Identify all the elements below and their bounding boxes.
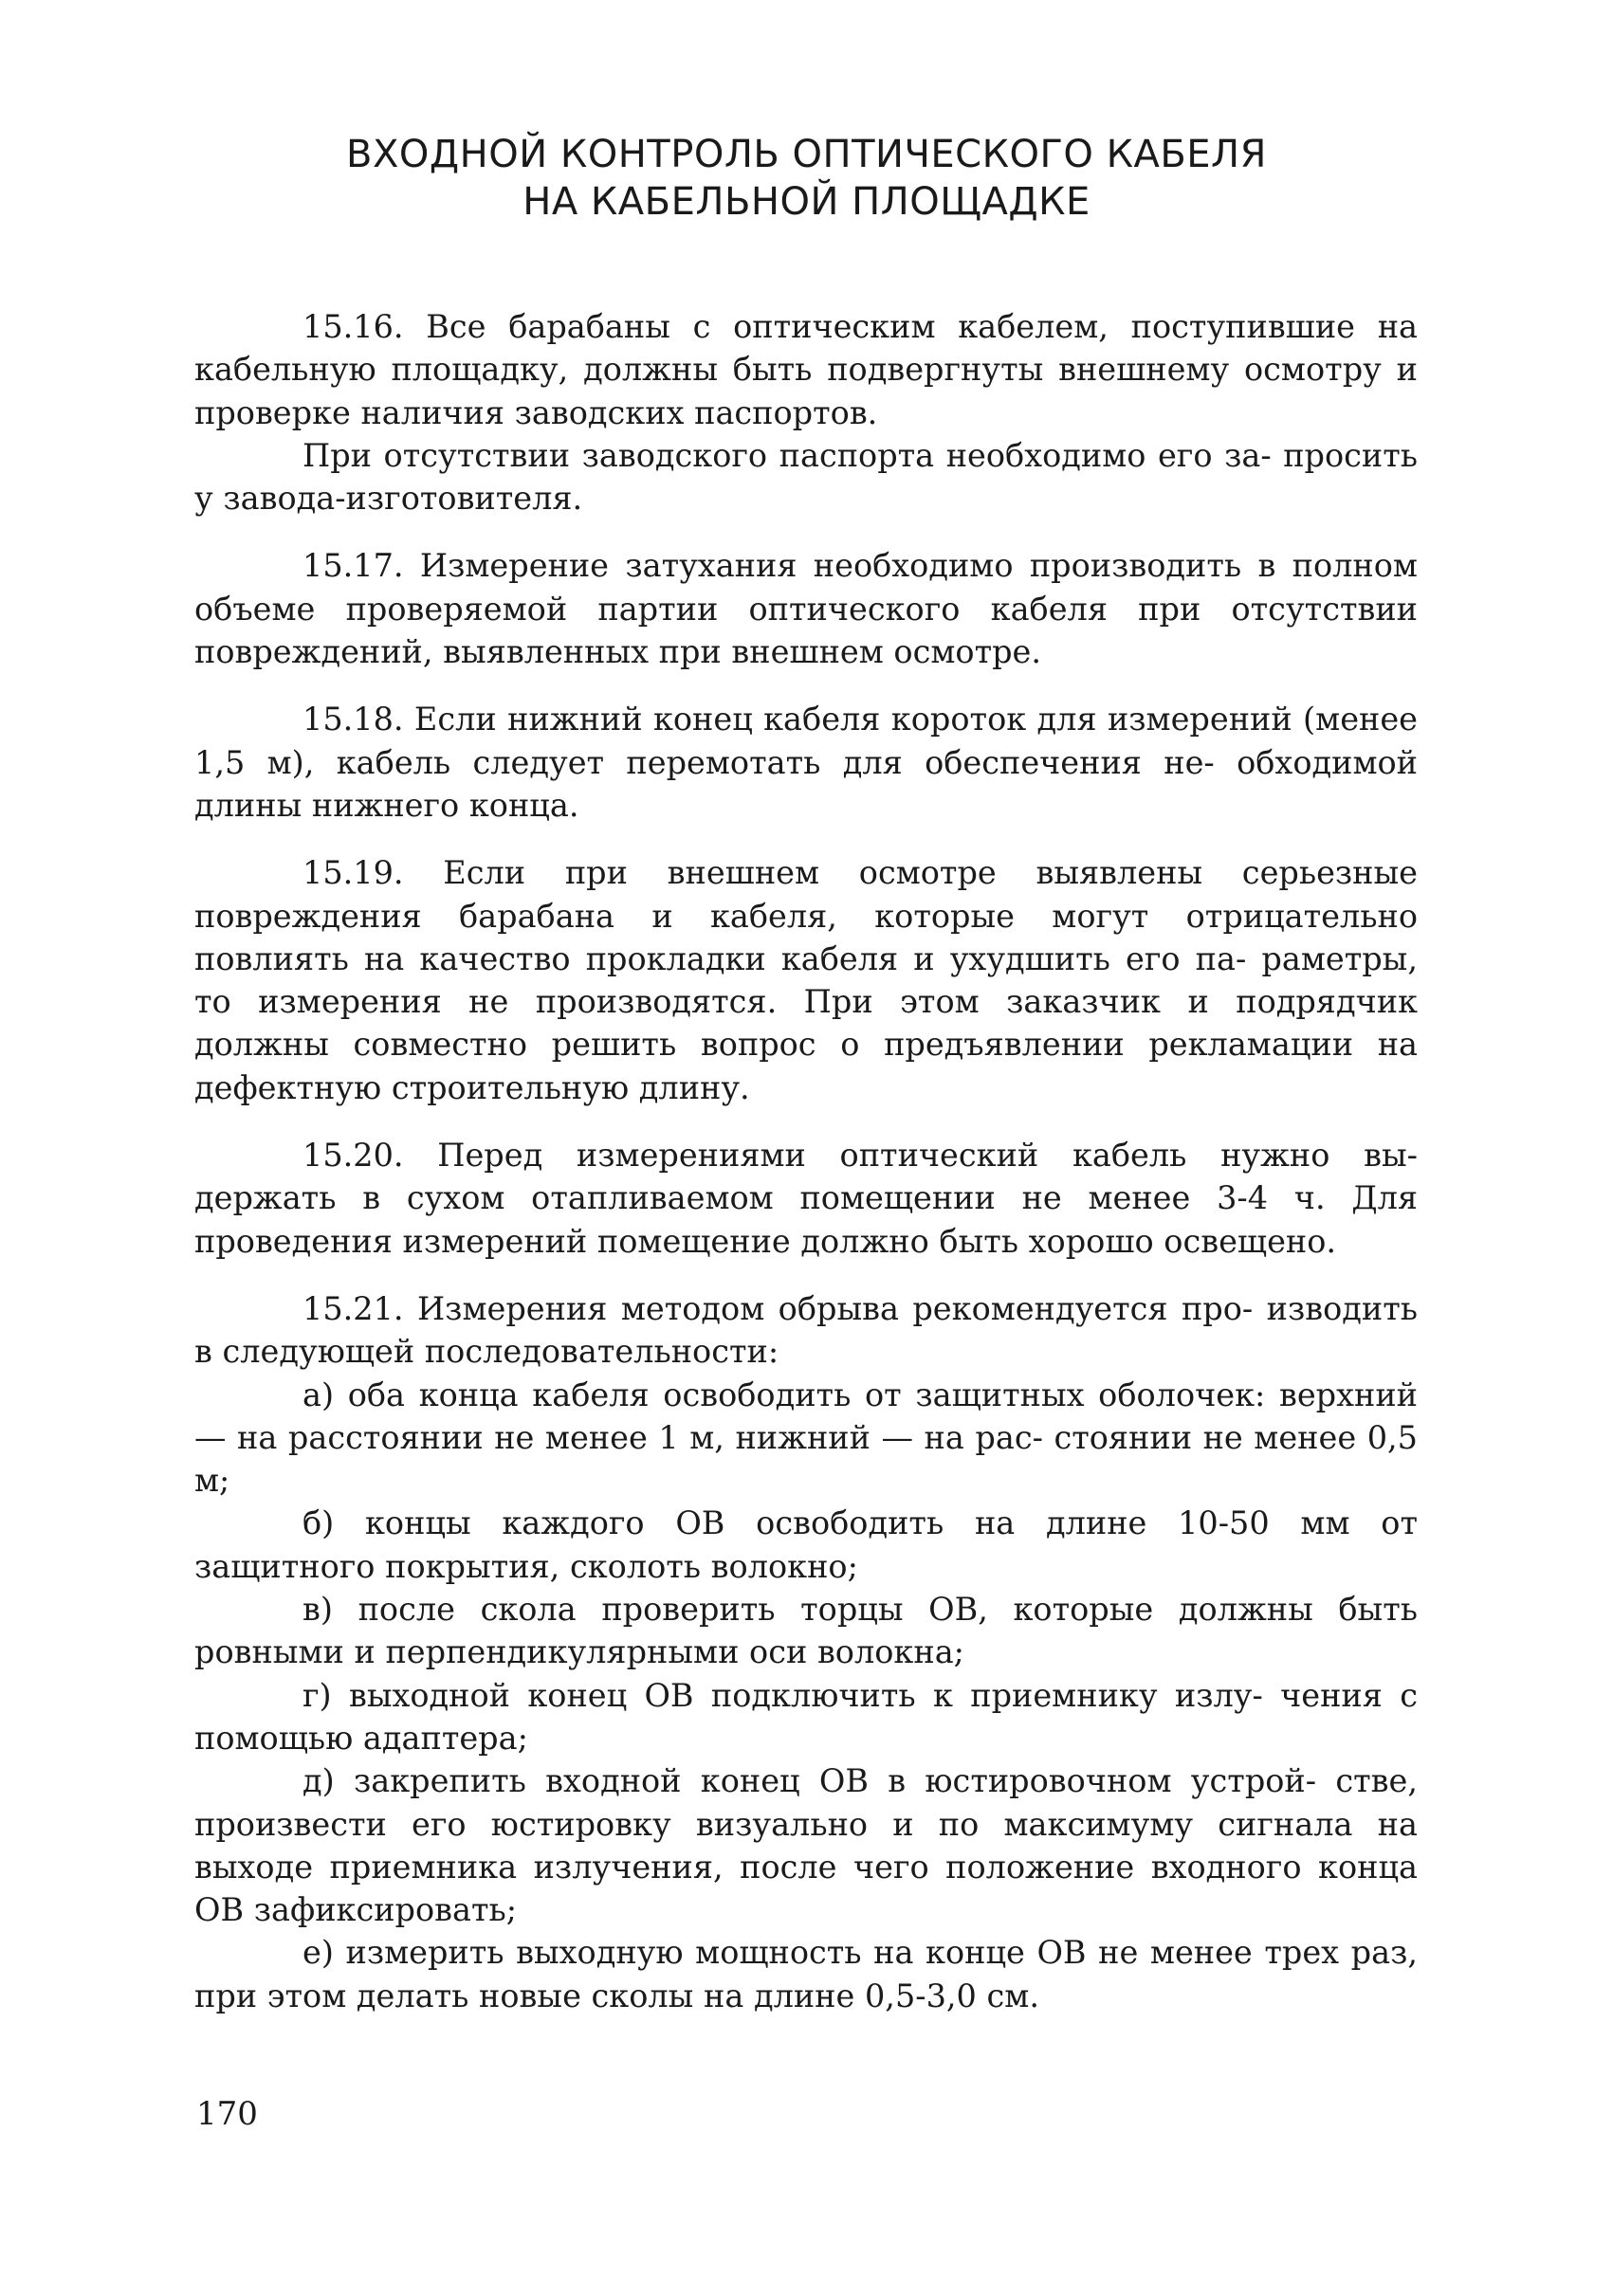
list-item-e: е) измерить выходную мощность на конце ОВ не менее трех раз, при этом делать новые сколы на длине 0,5-3,0 см. <box>194 1934 1418 2014</box>
list-item-b: б) концы каждого ОВ освободить на длине 10-50 мм от защитного покрытия, сколоть волокно; <box>194 1504 1418 1585</box>
heading-line-2: НА КАБЕЛЬНОЙ ПЛОЩАДКЕ <box>522 180 1091 224</box>
paragraph-15-17: 15.17. Измерение затухания необходимо производить в полном объеме проверяемой партии оптического кабеля при отсутствии повреждений, выявленных при внешнем осмотре. <box>194 547 1418 671</box>
page-number: 170 <box>196 2095 258 2133</box>
paragraph-15-16: 15.16. Все барабаны с оптическим кабелем, поступившие на кабельную площадку, должны быть подвергнуты внешнему осмотру и проверке наличия заводских паспортов. <box>194 308 1418 431</box>
list-item-v: в) после скола проверить торцы ОВ, которые должны быть ровными и перпендикулярными оси волокна; <box>194 1591 1418 1671</box>
list-item-g: г) выходной конец ОВ подключить к приемнику излу- чения с помощью адаптера; <box>194 1676 1418 1757</box>
list-item-d: д) закрепить входной конец ОВ в юстировочном устрой- стве, произвести его юстировку визуально и по максимуму сигнала на выходе приемника излучения, после чего положение входного конца ОВ зафиксировать; <box>194 1762 1418 1929</box>
paragraph-15-16-note: При отсутствии заводского паспорта необходимо его за- просить у завода-изготовителя. <box>194 436 1418 518</box>
paragraph-15-20: 15.20. Перед измерениями оптический кабель нужно вы- держать в сухом отапливаемом помещении не менее 3-4 ч. Для проведения измерений помещение должно быть хорошо освещено. <box>194 1137 1418 1260</box>
heading-line-1: ВХОДНОЙ КОНТРОЛЬ ОПТИЧЕСКОГО КАБЕЛЯ <box>346 133 1267 176</box>
paragraph-15-18: 15.18. Если нижний конец кабеля короток для измерений (менее 1,5 м), кабель следует перемотать для обеспечения не- обходимой длины нижнего конца. <box>194 701 1418 824</box>
section-heading <box>0 131 1613 226</box>
paragraph-15-21: 15.21. Измерения методом обрыва рекомендуется про- изводить в следующей последовательности: <box>194 1289 1418 1371</box>
body-text <box>194 305 1418 2017</box>
list-item-a: а) оба конца кабеля освободить от защитных оболочек: верхний — на расстоянии не менее 1 м, нижний — на рас- стоянии не менее 0,5 м; <box>194 1376 1418 1500</box>
paragraph-15-19: 15.19. Если при внешнем осмотре выявлены серьезные повреждения барабана и кабеля, которые могут отрицательно повлиять на качество прокладки кабеля и ухудшить его па- раметры, то измерения не производятся. При этом заказчик и подрядчик должны совместно решить вопрос о предъявлении рекламации на дефектную строительную длину. <box>194 854 1418 1106</box>
